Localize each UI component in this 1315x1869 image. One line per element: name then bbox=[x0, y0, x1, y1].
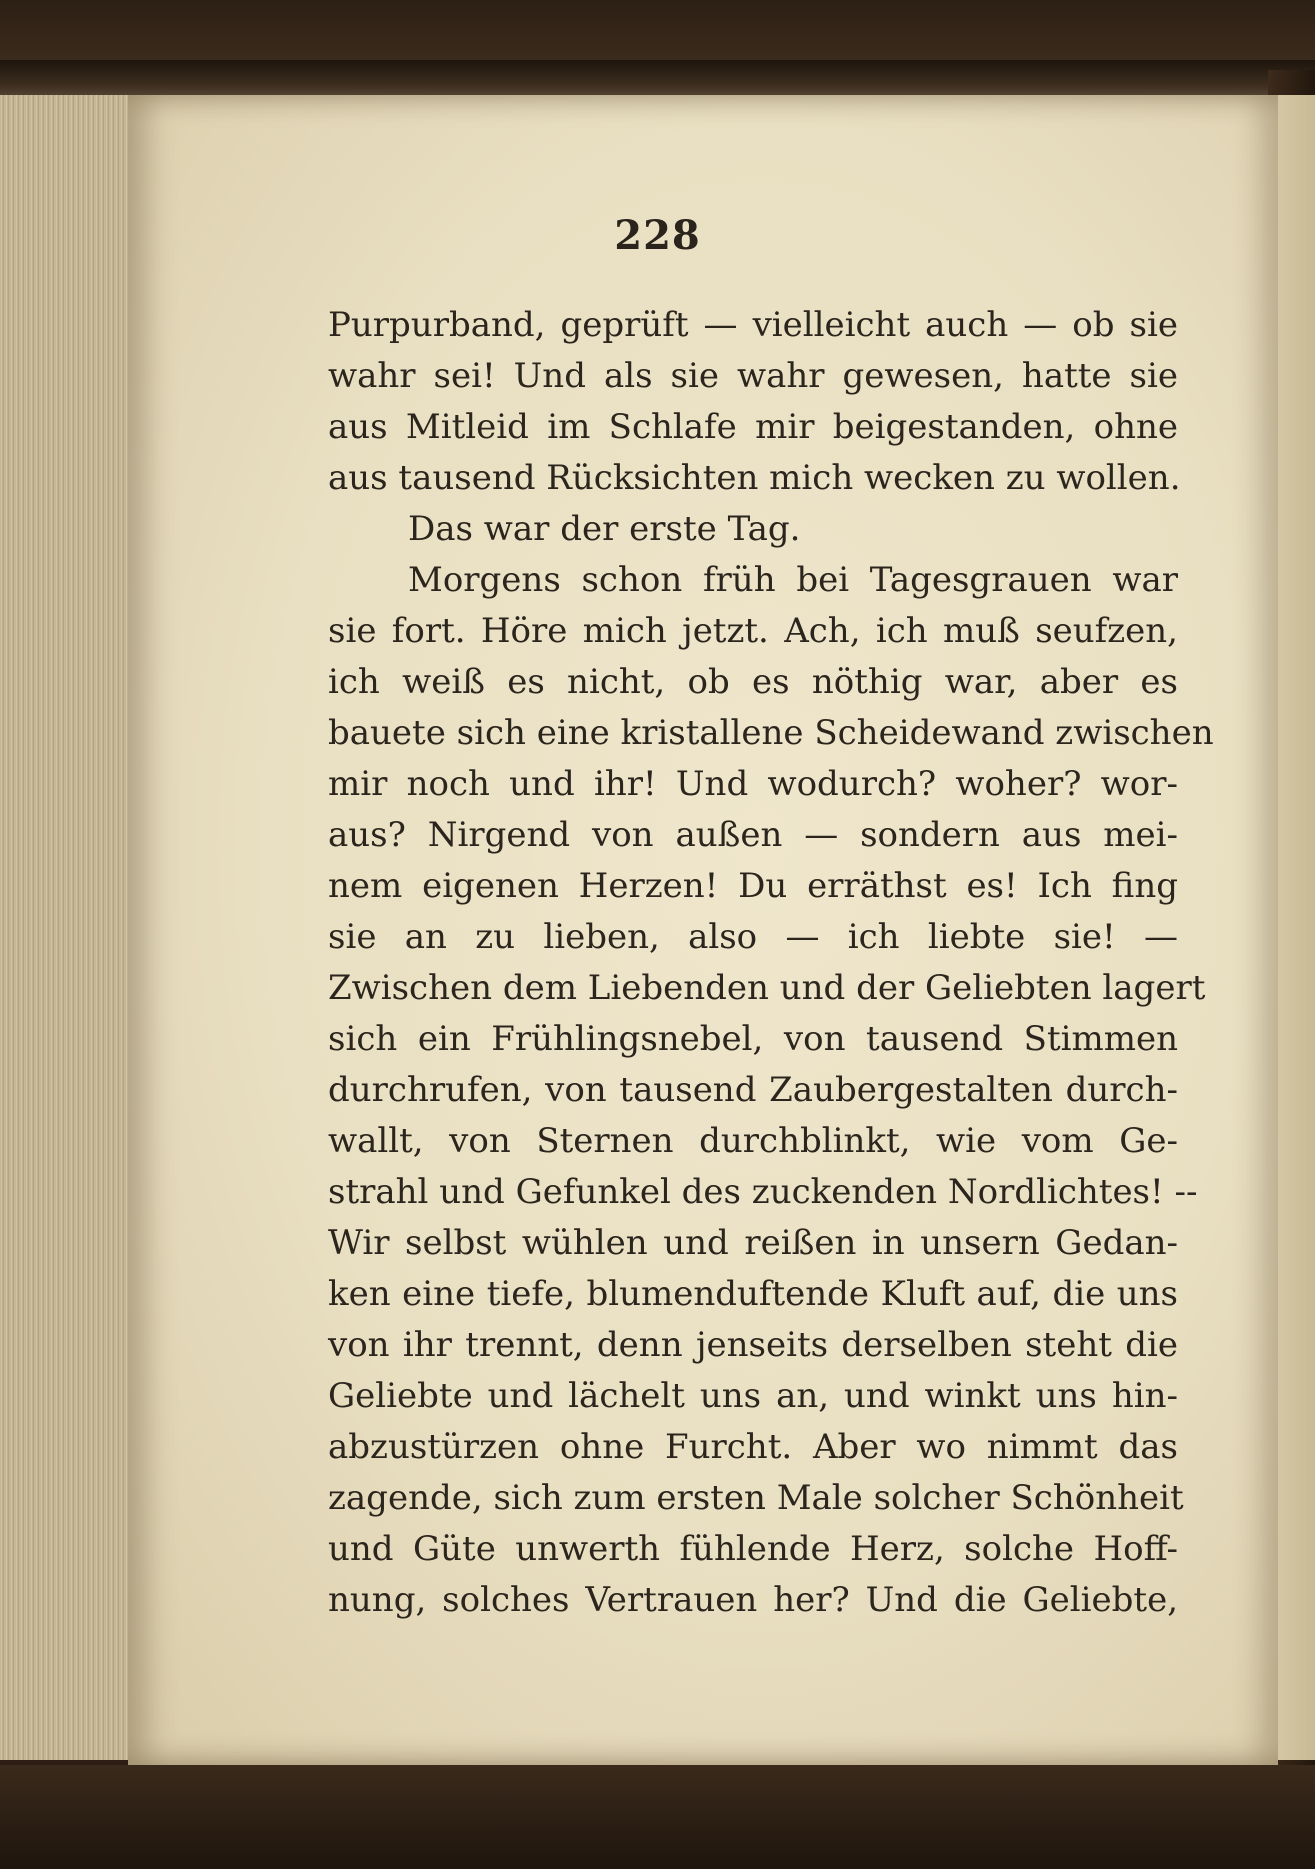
text-line: Das war der erste Tag. bbox=[408, 509, 801, 549]
text-line: nem eigenen Herzen! Du erräthst es! Ich fing bbox=[328, 866, 1178, 906]
text-line: strahl und Gefunkel des zuckenden Nordlichtes! -- bbox=[328, 1172, 1198, 1212]
text-line: aus Mitleid im Schlafe mir beigestanden, ohne bbox=[328, 407, 1178, 447]
text-line: nung, solches Vertrauen her? Und die Geliebte, bbox=[328, 1580, 1178, 1620]
text-line: Zwischen dem Liebenden und der Geliebten lagert bbox=[328, 968, 1206, 1008]
text-line: sie fort. Höre mich jetzt. Ach, ich muß seufzen, bbox=[328, 611, 1178, 651]
text-line: sie an zu lieben, also — ich liebte sie! — bbox=[328, 917, 1178, 957]
text-line: durchrufen, von tausend Zaubergestalten durch- bbox=[328, 1070, 1178, 1110]
text-line: wahr sei! Und als sie wahr gewesen, hatte sie bbox=[328, 356, 1178, 396]
text-line: ich weiß es nicht, ob es nöthig war, aber es bbox=[328, 662, 1178, 702]
text-line: aus? Nirgend von außen — sondern aus mei- bbox=[328, 815, 1178, 855]
text-line: mir noch und ihr! Und wodurch? woher? wor- bbox=[328, 764, 1178, 804]
text-line: von ihr trennt, denn jenseits derselben steht die bbox=[328, 1325, 1178, 1365]
text-line: sich ein Frühlingsnebel, von tausend Stimmen bbox=[328, 1019, 1178, 1059]
book-cover-top bbox=[0, 60, 1315, 100]
text-line: wallt, von Sternen durchblinkt, wie vom Ge- bbox=[328, 1121, 1178, 1161]
text-line: bauete sich eine kristallene Scheidewand zwischen bbox=[328, 713, 1214, 753]
text-line: Purpurband, geprüft — vielleicht auch — ob sie bbox=[328, 305, 1178, 345]
text-line: ken eine tiefe, blumenduftende Kluft auf, die uns bbox=[328, 1274, 1178, 1314]
text-line: Wir selbst wühlen und reißen in unsern Gedan- bbox=[328, 1223, 1178, 1263]
text-line: Geliebte und lächelt uns an, und winkt uns hin- bbox=[328, 1376, 1178, 1416]
text-line: zagende, sich zum ersten Male solcher Schönheit bbox=[328, 1478, 1184, 1518]
body-text bbox=[328, 300, 1214, 1626]
text-line: und Güte unwerth fühlende Herz, solche Hoff- bbox=[328, 1529, 1178, 1569]
text-line: aus tausend Rücksichten mich wecken zu wollen. bbox=[328, 458, 1181, 498]
page-edges-left bbox=[0, 95, 140, 1760]
page-number: 228 bbox=[614, 212, 701, 259]
text-line: abzustürzen ohne Furcht. Aber wo nimmt das bbox=[328, 1427, 1178, 1467]
text-line: Morgens schon früh bei Tagesgrauen war bbox=[408, 560, 1178, 600]
book-cover-bottom bbox=[0, 1765, 1315, 1869]
